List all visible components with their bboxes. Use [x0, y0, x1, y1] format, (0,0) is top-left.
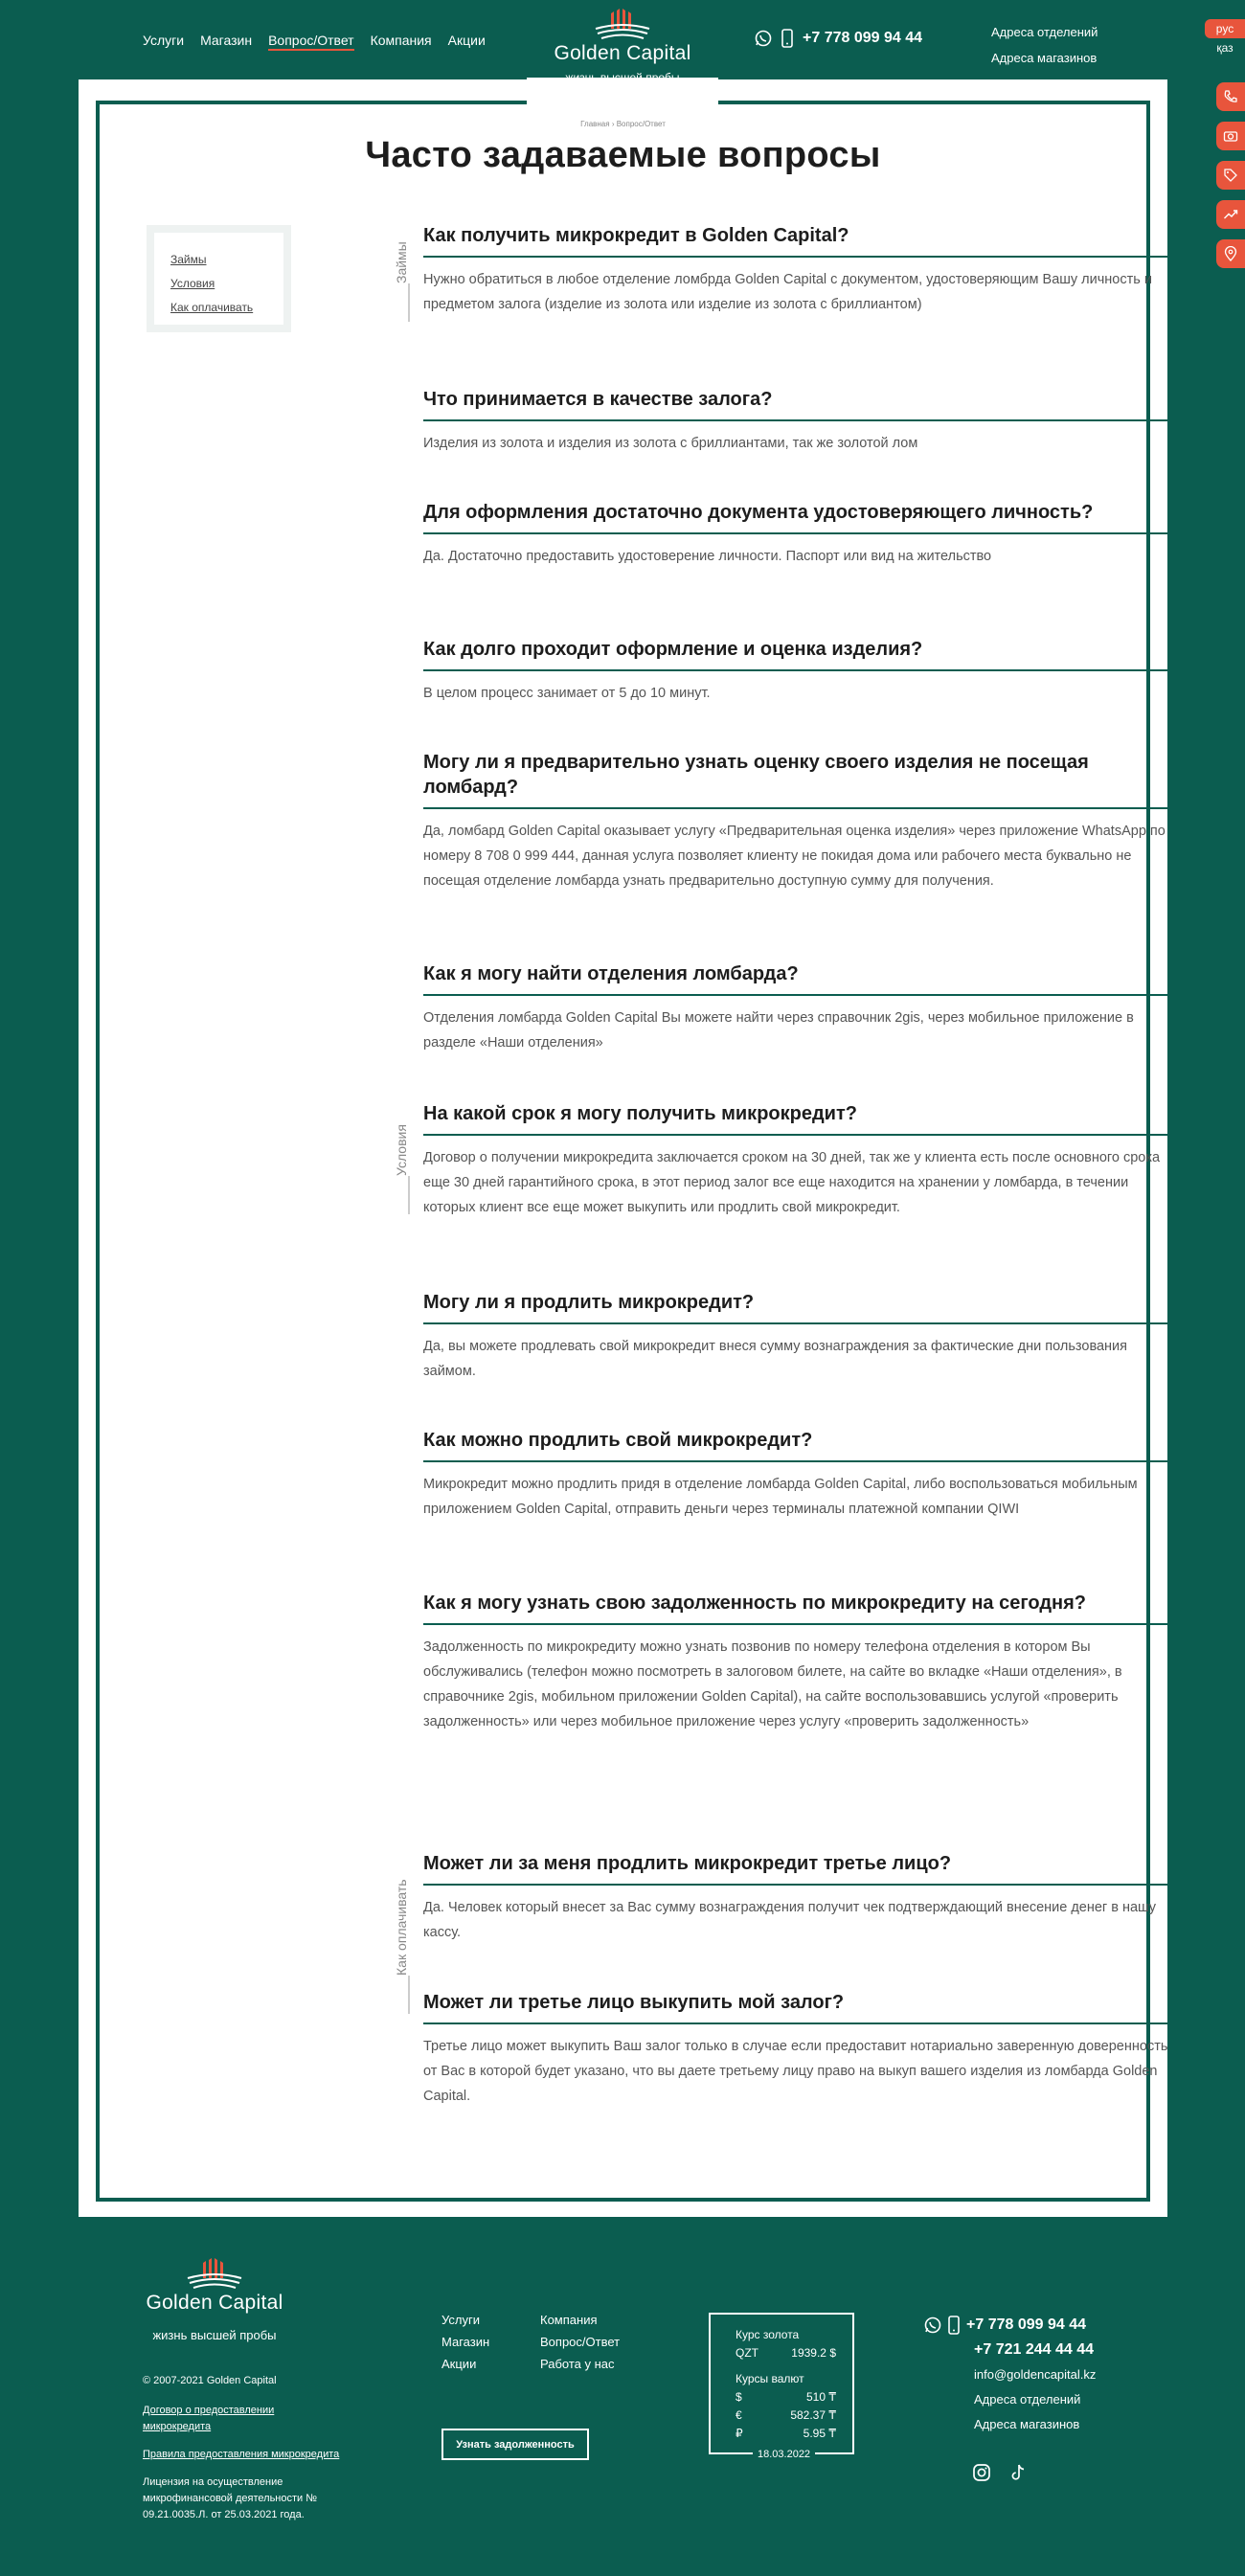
- footer-phone-2[interactable]: +7 721 244 44 44: [974, 2341, 1095, 2358]
- side-menu-payment[interactable]: Как оплачивать: [170, 301, 254, 314]
- footer-link-promotions[interactable]: Акции: [441, 2357, 477, 2371]
- loan-rules-link[interactable]: Правила предоставления микрокредита: [143, 2449, 340, 2460]
- faq-item: [423, 637, 1177, 706]
- site-footer: [0, 2217, 1245, 2576]
- faq-answer: Изделия из золота и изделия из золота с бриллиантами, так же золотой лом: [423, 436, 918, 451]
- faq-question: Как долго проходит оформление и оценка изделия?: [423, 637, 1177, 671]
- faq-question: Что принимается в качестве залога?: [423, 387, 1177, 421]
- faq-side-menu: [147, 225, 291, 332]
- faq-answer: Третье лицо может выкупить Ваш залог только в случае если предоставит нотариально заверенную доверенность от Вас в которой будет указано, что вы даете третьему лицу право на выкуп вашего изделия из ломбарда Golden Capital.: [423, 2039, 1168, 2104]
- content-card: [79, 79, 1167, 2217]
- breadcrumb-home[interactable]: Главная: [580, 120, 610, 128]
- whatsapp-icon[interactable]: [924, 2316, 941, 2334]
- faq-answer: Отделения ломбарда Golden Capital Вы можете найти через справочник 2gis, через мобильное приложение в разделе «Наши отделения»: [423, 1010, 1134, 1051]
- nav-shop[interactable]: Магазин: [200, 33, 253, 48]
- rate-value: 5.95 ₸: [803, 2427, 836, 2440]
- faq-question: Может ли третье лицо выкупить мой залог?: [423, 1990, 1177, 2024]
- fx-rate-row: [736, 2388, 836, 2407]
- rate-label: €: [736, 2408, 742, 2422]
- faq-item: [423, 1851, 1177, 1945]
- phone-number[interactable]: +7 778 099 94 44: [803, 30, 923, 46]
- faq-answer: Да, ломбард Golden Capital оказывает услугу «Предварительная оценка изделия» через приложение WhatsApp по номеру 8 708 0 999 444, данная услуга позволяет клиенту не покидая дома или рабочего места буквально не посещая отделение ломбарда узнать предварительно доступную сумму для получения.: [423, 824, 1166, 889]
- tag-icon[interactable]: [1216, 161, 1245, 190]
- gold-rate-title: Курс золота: [736, 2328, 800, 2341]
- nav-company[interactable]: Компания: [370, 33, 432, 48]
- logo-icon: [592, 8, 653, 40]
- section-rule: [408, 1176, 410, 1214]
- faq-item: [423, 387, 1177, 456]
- logo-notch: [527, 78, 718, 104]
- footer-branch-addresses[interactable]: Адреса отделений: [974, 2392, 1081, 2407]
- footer-link-shop[interactable]: Магазин: [441, 2335, 490, 2349]
- footer-logo[interactable]: [143, 2257, 286, 2342]
- instagram-icon[interactable]: [972, 2463, 991, 2482]
- side-menu-terms[interactable]: Условия: [170, 277, 215, 290]
- faq-question: Может ли за меня продлить микрокредит третье лицо?: [423, 1851, 1177, 1886]
- section-rule: [408, 1976, 410, 2014]
- footer-contacts: [924, 2313, 1096, 2437]
- footer-brand-name: Golden Capital: [146, 2292, 283, 2314]
- faq-item: [423, 500, 1177, 569]
- rate-value: 582.37 ₸: [790, 2408, 836, 2422]
- section-label-terms: Условия: [394, 1124, 409, 1176]
- faq-item: [423, 961, 1177, 1055]
- phone-number[interactable]: +7 778 099 94 44: [966, 2316, 1087, 2333]
- footer-link-company[interactable]: Компания: [540, 2313, 598, 2327]
- fx-rate-row: [736, 2425, 836, 2443]
- rate-value: 1939.2 $: [791, 2346, 836, 2360]
- brand-name: Golden Capital: [554, 42, 691, 64]
- chart-icon[interactable]: [1216, 200, 1245, 229]
- faq-answer: Задолженность по микрокредиту можно узнать позвонив по номеру телефона отделения в котором Вы обслуживались (телефон можно посмотреть в залоговом билете, на сайте во вкладке «Наши отделения», в справочнике 2gis, мобильном приложении Golden Capital), на сайте воспользовавшись услугой «проверить задолженность» или через мобильное приложение через услугу «проверить задолженность»: [423, 1639, 1122, 1729]
- faq-answer: Да. Человек который внесет за Вас сумму вознаграждения получит чек подтверждающий внесение денег в нашу кассу.: [423, 1900, 1156, 1940]
- rates-date: 18.03.2022: [753, 2449, 815, 2460]
- faq-question: Для оформления достаточно документа удостоверяющего личность?: [423, 500, 1177, 534]
- gold-rate-row: [736, 2344, 836, 2362]
- faq-item: [423, 750, 1177, 893]
- check-debt-button[interactable]: Узнать задолженность: [441, 2429, 589, 2460]
- footer-nav: [441, 2313, 639, 2371]
- footer-brand-tagline: жизнь высшей пробы: [152, 2328, 277, 2342]
- faq-question: Могу ли я предварительно узнать оценку своего изделия не посещая ломбард?: [423, 750, 1177, 809]
- shop-addresses-link[interactable]: Адреса магазинов: [991, 51, 1098, 65]
- whatsapp-icon[interactable]: [755, 30, 772, 47]
- section-label-payment: Как оплачивать: [394, 1879, 409, 1976]
- header-address-links: [991, 19, 1098, 71]
- rate-value: 510 ₸: [806, 2390, 836, 2404]
- mobile-phone-icon: [781, 29, 793, 48]
- rates-box: [709, 2313, 854, 2460]
- nav-promotions[interactable]: Акции: [447, 33, 486, 48]
- branch-addresses-link[interactable]: Адреса отделений: [991, 25, 1098, 39]
- rate-label: $: [736, 2390, 742, 2404]
- header-logo[interactable]: [551, 8, 694, 84]
- lang-kz[interactable]: қаз: [1216, 41, 1234, 55]
- tiktok-icon[interactable]: [1008, 2463, 1028, 2482]
- faq-item: [423, 1990, 1177, 2109]
- phone-icon[interactable]: [1216, 82, 1245, 111]
- faq-question: Как я могу найти отделения ломбарда?: [423, 961, 1177, 996]
- camera-icon[interactable]: [1216, 122, 1245, 150]
- footer-legal: [143, 2373, 344, 2523]
- faq-question: На какой срок я могу получить микрокредит?: [423, 1101, 1177, 1136]
- faq-question: Как получить микрокредит в Golden Capital?: [423, 223, 1177, 258]
- section-rule: [408, 283, 410, 322]
- fx-rate-title: Курсы валют: [736, 2372, 804, 2385]
- faq-item: [423, 1101, 1177, 1220]
- faq-question: Могу ли я продлить микрокредит?: [423, 1290, 1177, 1324]
- floating-side-icons: [1216, 82, 1245, 279]
- faq-item: [423, 1591, 1177, 1734]
- footer-link-faq[interactable]: Вопрос/Ответ: [540, 2335, 621, 2349]
- nav-faq[interactable]: Вопрос/Ответ: [268, 33, 353, 51]
- logo-icon: [184, 2257, 245, 2290]
- chevron-right-icon: ›: [611, 120, 617, 128]
- location-icon[interactable]: [1216, 239, 1245, 268]
- footer-link-services[interactable]: Услуги: [441, 2313, 480, 2327]
- faq-answer: Договор о получении микрокредита заключается сроком на 30 дней, так же у клиента есть после основного срока еще 30 дней гарантийного срока, в этот период залог все еще находится на хранении у ломбарда, в течении которых клиент все еще может выкупить или продлить свой микрокредит.: [423, 1150, 1161, 1215]
- lang-ru[interactable]: рус: [1205, 19, 1245, 38]
- loan-agreement-link[interactable]: Договор о предоставлении микрокредита: [143, 2405, 275, 2432]
- footer-shop-addresses[interactable]: Адреса магазинов: [974, 2417, 1080, 2431]
- section-label-loans: Займы: [394, 241, 409, 283]
- main-nav: [143, 33, 486, 51]
- copyright: © 2007-2021 Golden Capital: [143, 2375, 277, 2386]
- rate-label: QZT: [736, 2346, 758, 2360]
- faq-question: Как я могу узнать свою задолженность по микрокредиту на сегодня?: [423, 1591, 1177, 1625]
- license-text: Лицензия на осуществление микрофинансовой деятельности № 09.21.0035.Л. от 25.03.2021 года.: [143, 2476, 318, 2520]
- mobile-phone-icon: [948, 2316, 960, 2335]
- side-menu-loans[interactable]: Займы: [170, 253, 207, 266]
- breadcrumb: [79, 120, 1167, 128]
- faq-question: Как можно продлить свой микрокредит?: [423, 1428, 1177, 1462]
- header-phone[interactable]: [755, 29, 922, 48]
- social-links: [972, 2463, 1028, 2482]
- footer-email[interactable]: info@goldencapital.kz: [974, 2367, 1097, 2382]
- faq-answer: Да. Достаточно предоставить удостоверение личности. Паспорт или вид на жительство: [423, 549, 992, 564]
- faq-answer: Нужно обратиться в любое отделение ломбрда Golden Capital с документом, удостоверяющим Вашу личность и предметом залога (изделие из золота или изделие из золота с бриллиантом): [423, 272, 1152, 312]
- page-title: Часто задаваемые вопросы: [365, 135, 881, 175]
- faq-item: [423, 1290, 1177, 1384]
- faq-item: [423, 223, 1177, 317]
- faq-answer: В целом процесс занимает от 5 до 10 минут.: [423, 686, 711, 701]
- nav-services[interactable]: Услуги: [143, 33, 185, 48]
- breadcrumb-current: Вопрос/Ответ: [616, 120, 666, 128]
- footer-link-careers[interactable]: Работа у нас: [540, 2357, 615, 2371]
- faq-answer: Микрокредит можно продлить придя в отделение ломбарда Golden Capital, либо воспользоваться мобильным приложением Golden Capital, отправить деньги через терминалы платежной компании QIWI: [423, 1477, 1138, 1517]
- language-switcher: [1205, 19, 1245, 57]
- faq-item: [423, 1428, 1177, 1522]
- fx-rate-row: [736, 2407, 836, 2425]
- footer-phone-1[interactable]: [924, 2313, 1096, 2338]
- rate-label: ₽: [736, 2427, 743, 2440]
- faq-answer: Да, вы можете продлевать свой микрокредит внеся сумму вознаграждения за фактические дни пользования займом.: [423, 1339, 1128, 1379]
